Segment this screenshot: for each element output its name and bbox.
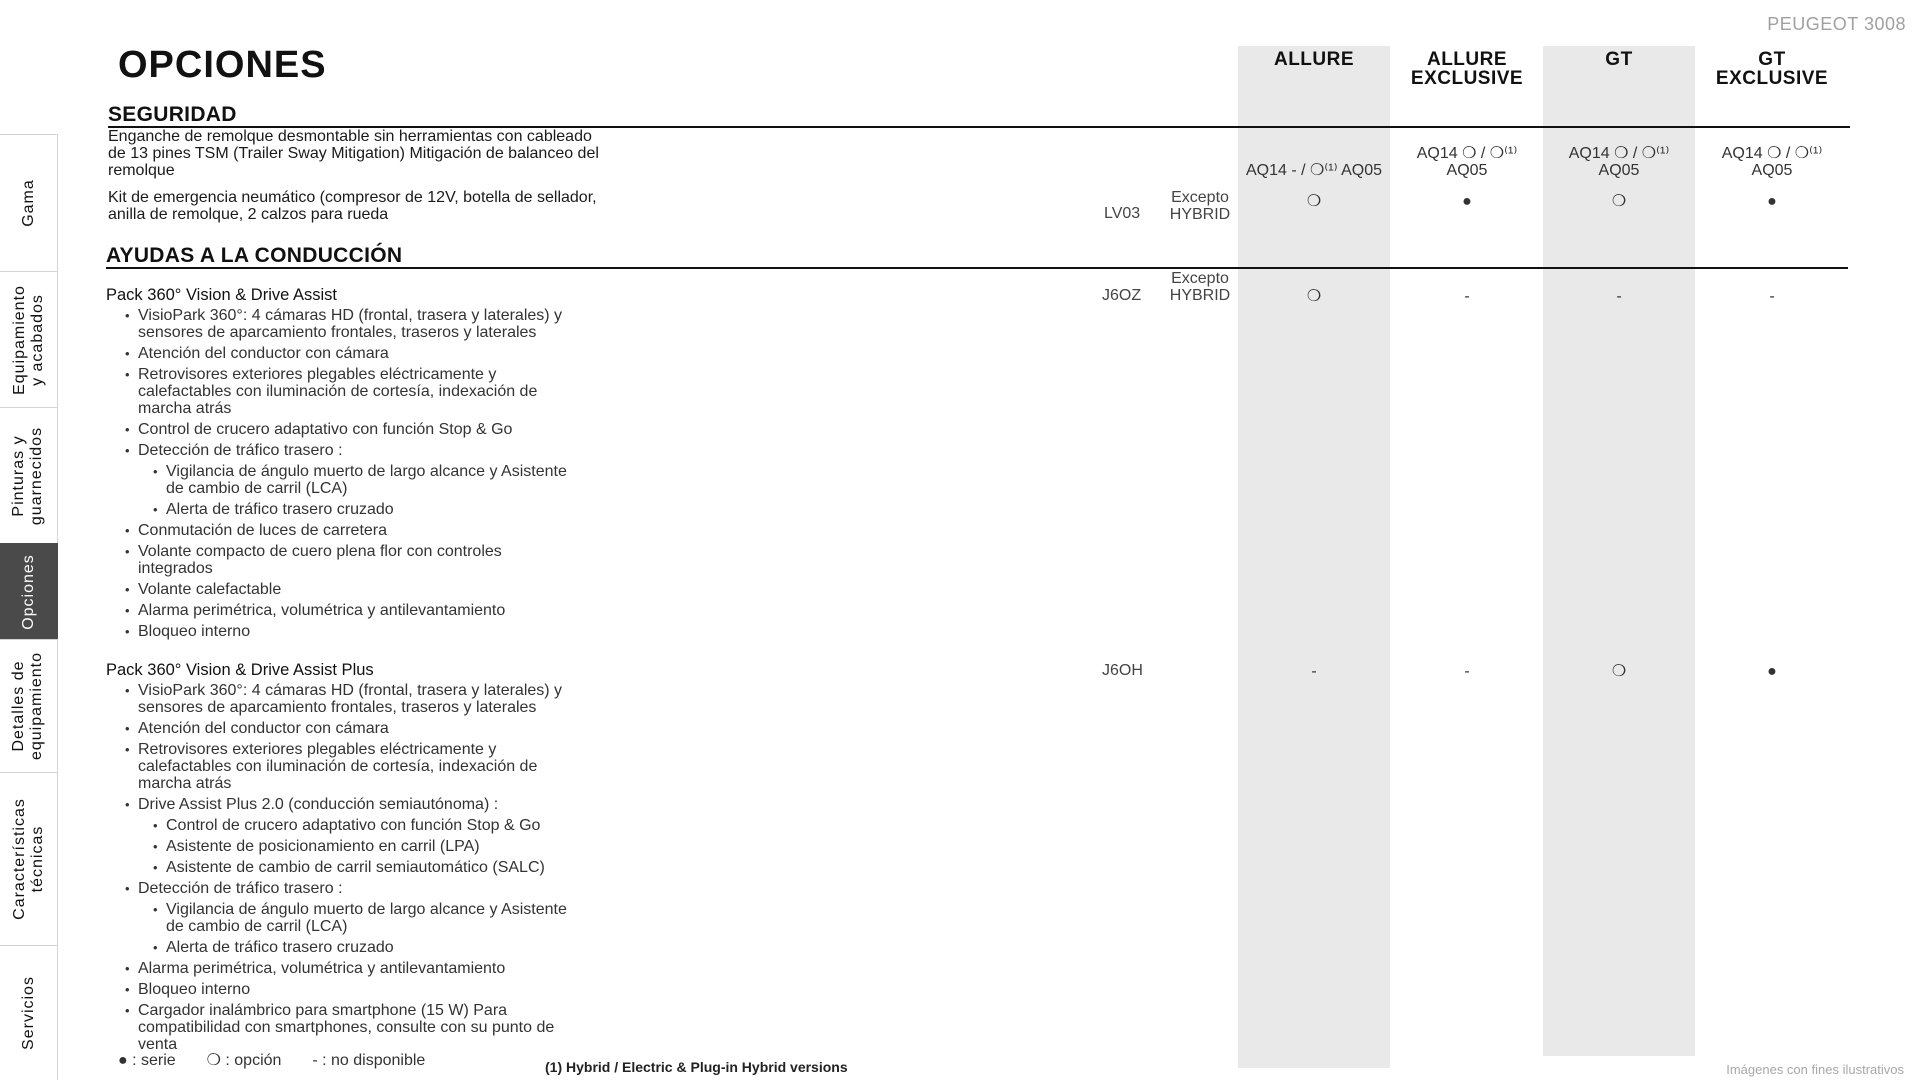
feature-item: • Asistente de cambio de carril semiautomático (SALC) (122, 859, 742, 876)
feature-item: • Vigilancia de ángulo muerto de largo alcance y Asistente (122, 463, 742, 480)
feature-item: • Asistente de posicionamiento en carril (LPA) (122, 838, 742, 855)
feature-item: • Alerta de tráfico trasero cruzado (122, 501, 742, 518)
pack1-gt: - (1616, 288, 1622, 305)
row-enganche-gt: AQ14 ❍ / ❍⁽¹⁾ AQ05 (1568, 145, 1670, 179)
feature-item: • Volante calefactable (122, 581, 742, 598)
legend-no-disponible: - : no disponible (312, 1052, 426, 1069)
feature-item: • Bloqueo interno (122, 623, 742, 640)
brand-label: PEUGEOT 3008 (1767, 14, 1906, 34)
sidebar-tab-opciones[interactable]: Opciones (0, 543, 58, 639)
pack2-allure: - (1311, 663, 1317, 680)
pack2-allure-exclusive: - (1464, 663, 1470, 680)
feature-item: • Conmutación de luces de carretera (122, 522, 742, 539)
row-kit-code: LV03 (1104, 205, 1141, 222)
feature-item: • Vigilancia de ángulo muerto de largo alcance y Asistente (122, 901, 742, 918)
feature-item: sensores de aparcamiento frontales, traseros y laterales (138, 699, 537, 716)
legend-opcion: ❍ : opción (206, 1052, 282, 1069)
feature-item: • Atención del conductor con cámara (122, 720, 742, 737)
pack-360-vision-drive-assist-plus-features (122, 682, 742, 1053)
pack-360-vision-drive-assist-plus-name: Pack 360° Vision & Drive Assist Plus (106, 661, 374, 679)
pack1-gt-exclusive: - (1769, 288, 1775, 305)
feature-item: • Alarma perimétrica, volumétrica y antilevantamiento (122, 602, 742, 619)
feature-item: • Control de crucero adaptativo con función Stop & Go (122, 421, 742, 438)
feature-item: marcha atrás (138, 400, 232, 417)
sidebar-tab-servicios[interactable]: Servicios (0, 945, 58, 1080)
feature-item: • Alarma perimétrica, volumétrica y antilevantamiento (122, 960, 742, 977)
footnote-hybrid: (1) Hybrid / Electric & Plug-in Hybrid versions (545, 1059, 848, 1075)
feature-item: • Cargador inalámbrico para smartphone (15 W) Para (122, 1002, 742, 1019)
feature-item: sensores de aparcamiento frontales, traseros y laterales (138, 324, 537, 341)
legend-serie: ● : serie (118, 1052, 176, 1069)
row-enganche-allure-exclusive: AQ14 ❍ / ❍⁽¹⁾ AQ05 (1416, 145, 1518, 179)
feature-item: de cambio de carril (LCA) (166, 480, 348, 497)
row-enganche-allure: AQ14 - / ❍⁽¹⁾ AQ05 (1245, 162, 1383, 179)
pack1-allure: ❍ (1306, 288, 1322, 305)
sidebar-nav (0, 134, 58, 1080)
feature-item: • Control de crucero adaptativo con función Stop & Go (122, 817, 742, 834)
feature-item: • Volante compacto de cuero plena flor con controles (122, 543, 742, 560)
sidebar-tab-pinturas[interactable]: Pinturas y guarnecidos (0, 407, 58, 543)
row-kit-gt: ❍ (1611, 193, 1627, 210)
sidebar-tab-gama[interactable]: Gama (0, 134, 58, 271)
pack2-gt-exclusive: ● (1767, 663, 1777, 680)
row-enganche-description: Enganche de remolque desmontable sin herramientas con cableado de 13 pines TSM (Trailer Sway Mitigation) Mitigación de balanceo del remolque (108, 128, 599, 179)
row-kit-allure: ❍ (1306, 193, 1322, 210)
column-header-gt: GT (1605, 49, 1633, 70)
feature-item: • Retrovisores exteriores plegables eléctricamente y (122, 366, 742, 383)
feature-item: • Atención del conductor con cámara (122, 345, 742, 362)
pack2-gt: ❍ (1611, 663, 1627, 680)
feature-item: • Alerta de tráfico trasero cruzado (122, 939, 742, 956)
section-rule-ayudas (106, 267, 1848, 269)
legend (118, 1050, 425, 1070)
feature-item: • Drive Assist Plus 2.0 (conducción semiautónoma) : (122, 796, 742, 813)
row-kit-exception: Excepto HYBRID (1169, 189, 1231, 223)
footer-disclaimer: Imágenes con fines ilustrativos (1726, 1062, 1904, 1077)
feature-item: • Retrovisores exteriores plegables eléctricamente y (122, 741, 742, 758)
feature-item: calefactables con iluminación de cortesía, indexación de (138, 758, 538, 775)
column-header-gt-exclusive: GT EXCLUSIVE (1715, 49, 1829, 89)
pack1-allure-exclusive: - (1464, 288, 1470, 305)
feature-item: marcha atrás (138, 775, 232, 792)
sidebar-tab-caracteristicas[interactable]: Características técnicas (0, 772, 58, 945)
feature-item: • Detección de tráfico trasero : (122, 880, 742, 897)
column-header-allure-exclusive: ALLURE EXCLUSIVE (1410, 49, 1524, 89)
section-title-ayudas: AYUDAS A LA CONDUCCIÓN (106, 244, 403, 267)
row-enganche-gt-exclusive: AQ14 ❍ / ❍⁽¹⁾ AQ05 (1721, 145, 1823, 179)
row-kit-allure-exclusive: ● (1462, 193, 1472, 210)
sidebar-tab-equipamiento[interactable]: Equipamiento y acabados (0, 271, 58, 407)
row-kit-gt-exclusive: ● (1767, 193, 1777, 210)
feature-item: venta (138, 1036, 178, 1053)
feature-item: compatibilidad con smartphones, consulte con su punto de (138, 1019, 555, 1036)
section-title-seguridad: SEGURIDAD (108, 103, 237, 126)
pack-360-vision-drive-assist-plus-code: J6OH (1102, 662, 1143, 679)
feature-item: integrados (138, 560, 213, 577)
sidebar-tab-detalles[interactable]: Detalles de equipamiento (0, 639, 58, 772)
pack-360-vision-drive-assist-name: Pack 360° Vision & Drive Assist (106, 286, 337, 304)
pack-360-vision-drive-assist-code: J6OZ (1102, 287, 1142, 304)
pack-360-vision-drive-assist-features (122, 307, 742, 640)
row-kit-description: Kit de emergencia neumático (compresor de 12V, botella de sellador, anilla de remolque, 2 calzos para rueda (108, 189, 597, 223)
feature-item: • Detección de tráfico trasero : (122, 442, 742, 459)
page-title: OPCIONES (118, 44, 327, 86)
feature-item: • Bloqueo interno (122, 981, 742, 998)
pack-360-vision-drive-assist-exception: Excepto HYBRID (1169, 270, 1231, 304)
feature-item: de cambio de carril (LCA) (166, 918, 348, 935)
feature-item: • VisioPark 360°: 4 cámaras HD (frontal, trasera y laterales) y (122, 682, 742, 699)
feature-item: • VisioPark 360°: 4 cámaras HD (frontal, trasera y laterales) y (122, 307, 742, 324)
feature-item: calefactables con iluminación de cortesía, indexación de (138, 383, 538, 400)
column-header-allure: ALLURE (1273, 49, 1355, 70)
